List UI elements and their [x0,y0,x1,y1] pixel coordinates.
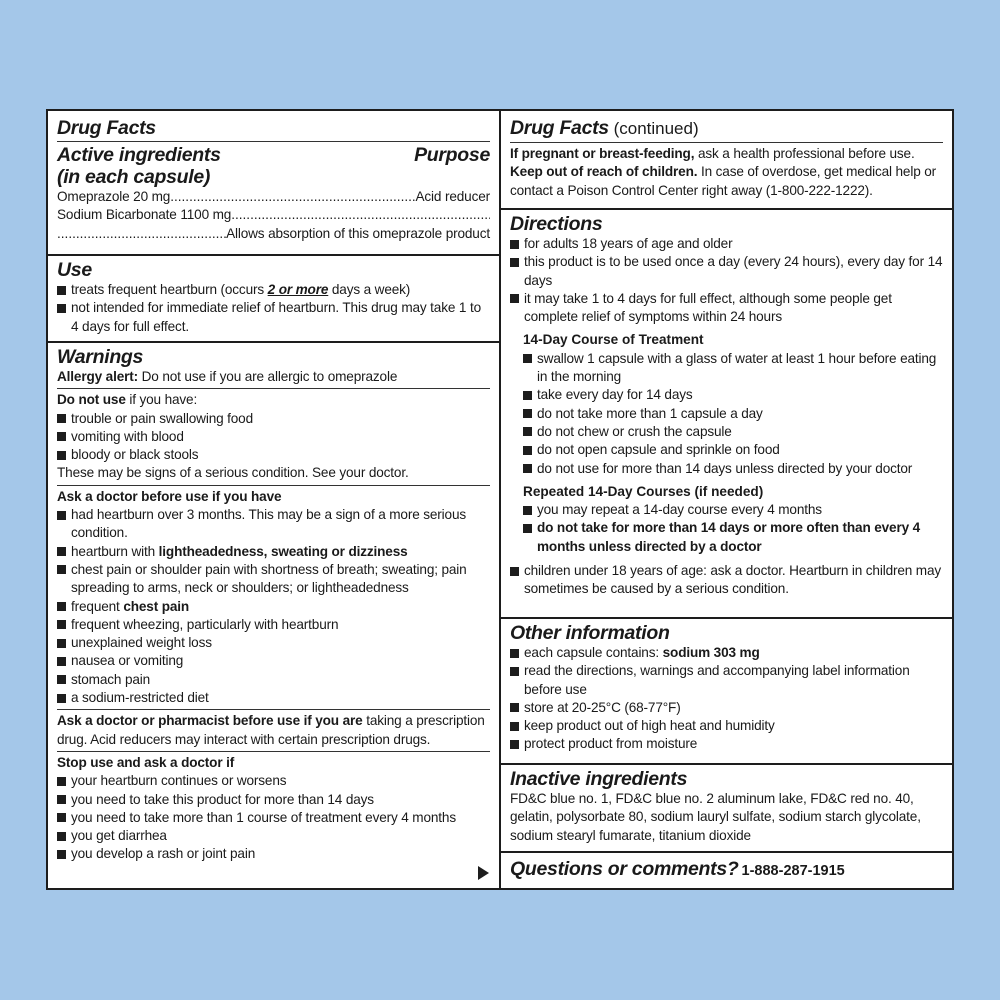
list-item: a sodium-restricted diet [57,689,490,707]
continue-arrow-icon [478,866,489,880]
list-item: swallow 1 capsule with a glass of water at least 1 hour before eating in the morning [523,350,943,387]
emphasis: chest pain [123,598,190,614]
list-item: for adults 18 years of age and older [510,235,943,253]
divider [57,751,490,752]
right-column [501,111,952,888]
ingredient-purpose: Allows absorption of this omeprazole product [226,225,490,241]
list-item: it may take 1 to 4 days for full effect, although some people get complete relief of symptoms within 24 hours [510,290,943,327]
text: ask a health professional before use. [694,146,915,161]
list-item: you get diarrhea [57,827,490,845]
use-section [48,256,499,343]
emphasis: lightheadedness, sweating or dizziness [158,543,408,559]
label: Do not use [57,392,126,408]
questions-section [501,853,952,884]
questions-heading: Questions or comments? [510,858,739,880]
list-item: read the directions, warnings and accompanying label information before use [510,662,943,699]
warnings-section [48,343,499,868]
list-item: keep product out of high heat and humidity [510,717,943,735]
inactive-ingredients-text: FD&C blue no. 1, FD&C blue no. 2 aluminum lake, FD&C red no. 40, gelatin, polysorbate 80, sodium lauryl sulfate, sodium starch glycolate, sodium stearyl fumarate, titanium dioxide [510,791,921,843]
list-item: your heartburn continues or worsens [57,772,490,790]
divider [57,141,490,142]
continued-header-section [501,111,952,210]
divider [57,709,490,710]
directions-section [501,210,952,619]
do-not-use [57,391,490,409]
text: In case of overdose, get medical help or contact a Poison Control Center right away (1-800-222-1222). [510,164,937,198]
list-item: protect product from moisture [510,735,943,753]
list-item: stomach pain [57,671,490,689]
list-item: you develop a rash or joint pain [57,845,490,863]
text: if you have: [125,392,198,408]
label: If pregnant or breast-feeding, [510,146,695,161]
list-item: do not open capsule and sprinkle on food [523,441,943,459]
course-heading: 14-Day Course of Treatment [523,332,704,348]
ingredient-row [57,206,490,224]
label: Keep out of reach of children. [510,164,698,180]
course-block [510,331,943,556]
list-item: you need to take this product for more than 14 days [57,791,490,809]
text: each capsule contains: [524,645,663,660]
ask-pharmacist [57,712,490,749]
leader-dots [231,206,490,224]
label: Ask a doctor or pharmacist before use if you are [57,713,363,729]
do-not-use-note: These may be signs of a serious condition. See your doctor. [57,465,409,481]
pregnancy-warning [510,145,943,163]
inactive-ingredients-section [501,765,952,853]
stop-use-heading: Stop use and ask a doctor if [57,754,235,770]
text: Do not use if you are allergic to omeprazole [138,369,398,384]
list-item: trouble or pain swallowing food [57,410,490,428]
questions-phone: 1-888-287-1915 [741,863,845,879]
leader-dots [170,188,415,206]
list-item: bloody or black stools [57,446,490,464]
list-item: do not chew or crush the capsule [523,423,943,441]
ingredient-name: Sodium Bicarbonate 1100 mg [57,207,232,223]
text: taking a prescription drug. Acid reducers may interact with certain prescription drugs. [57,713,485,747]
warnings-heading: Warnings [57,346,144,368]
list-item: do not use for more than 14 days unless directed by your doctor [523,460,943,478]
list-item: take every day for 14 days [523,386,943,404]
other-information-heading: Other information [510,622,670,644]
list-item: chest pain or shoulder pain with shortness of breath; sweating; pain spreading to arms, neck or shoulders; or lightheadedness [57,561,490,598]
leader-dots [57,225,226,243]
directions-heading: Directions [510,213,603,235]
repeat-heading: Repeated 14-Day Courses (if needed) [523,483,764,499]
left-column [48,111,501,888]
ask-doctor-heading: Ask a doctor before use if you have [57,488,282,504]
title-suffix: (continued) [608,119,699,138]
inactive-ingredients-heading: Inactive ingredients [510,768,688,790]
list-item [57,543,490,561]
divider [57,388,490,389]
list-item [57,598,490,616]
questions-row [510,858,943,880]
list-item: do not take more than 1 capsule a day [523,405,943,423]
emphasis: 2 or more [267,282,329,297]
other-information-section [501,619,952,765]
drug-facts-title: Drug Facts [57,117,156,139]
active-heading-row [57,144,490,166]
ingredient-purpose-row [57,225,490,243]
ingredient-row [57,188,490,206]
title: Drug Facts [510,117,609,139]
list-item: nausea or vomiting [57,652,490,670]
list-item: children under 18 years of age: ask a doctor. Heartburn in children may sometimes be caused by a serious condition. [510,562,943,599]
list-item: store at 20-25°C (68-77°F) [510,699,943,717]
purpose-heading: Purpose [414,144,490,166]
list-item: vomiting with blood [57,428,490,446]
divider [57,485,490,486]
active-ingredients-heading: Active ingredients [57,144,221,166]
list-item: do not take for more than 14 days or more often than every 4 months unless directed by a doctor [523,519,943,556]
active-ingredients-section [48,111,499,256]
list-item: you may repeat a 14-day course every 4 months [523,501,943,519]
ingredient-purpose: Acid reducer [415,189,490,204]
list-item: frequent wheezing, particularly with heartburn [57,616,490,634]
drug-facts-label [46,109,954,890]
emphasis: sodium 303 mg [662,645,760,660]
allergy-alert [57,368,490,386]
list-item: this product is to be used once a day (every 24 hours), every day for 14 days [510,253,943,290]
list-item: unexplained weight loss [57,634,490,652]
keep-out-of-reach [510,163,943,200]
ingredient-name: Omeprazole 20 mg [57,189,171,204]
divider [510,142,943,143]
list-item: you need to take more than 1 course of treatment every 4 months [57,809,490,827]
list-item: had heartburn over 3 months. This may be a sign of a more serious condition. [57,506,490,543]
text: frequent [71,598,124,614]
list-item: not intended for immediate relief of heartburn. This drug may take 1 to 4 days for full effect. [57,299,490,336]
drug-facts-continued-title [510,117,943,140]
text: days a week) [328,282,411,297]
text: heartburn with [71,543,159,559]
list-item [57,281,490,299]
text: treats frequent heartburn (occurs [71,282,268,297]
use-heading: Use [57,259,92,281]
active-ingredients-subheading: (in each capsule) [57,166,211,188]
list-item [510,644,943,662]
label: Allergy alert: [57,369,139,384]
